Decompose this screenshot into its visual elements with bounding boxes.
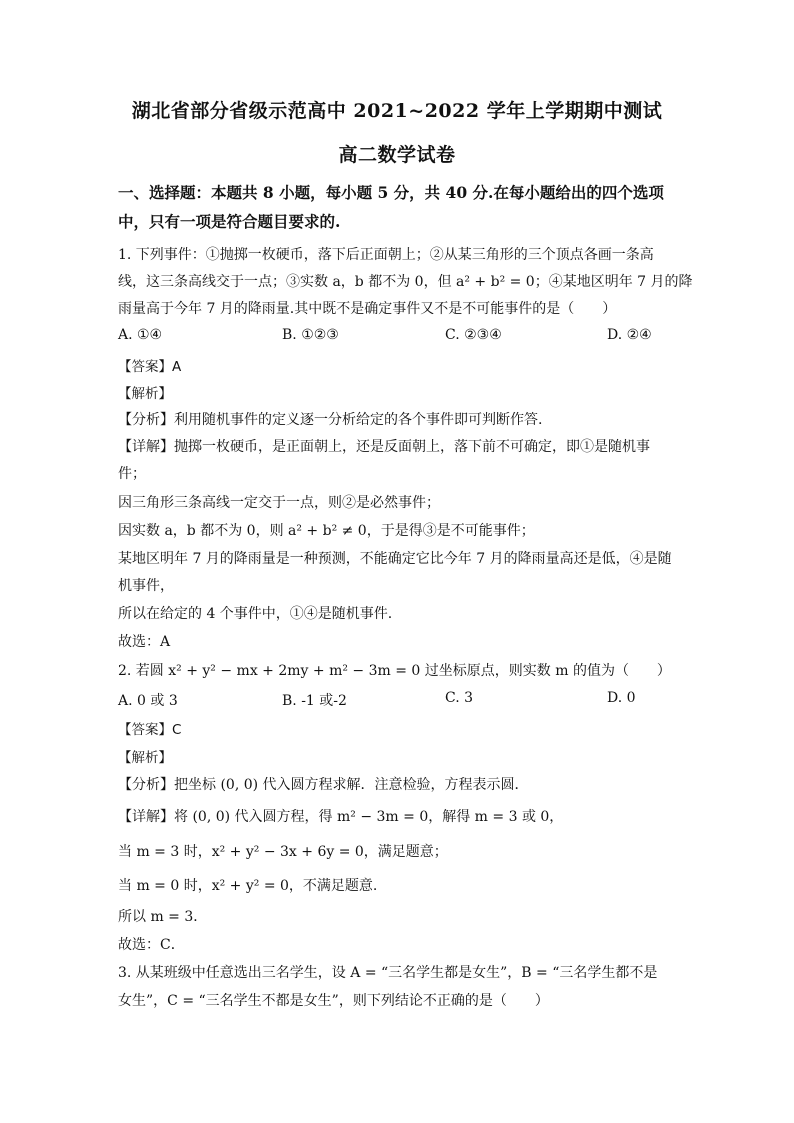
q1-stem-line1: 1. 下列事件：①抛掷一枚硬币，落下后正面朝上；②从某三角形的三个顶点各画一条高 — [118, 247, 654, 263]
q1-fenxi: 【分析】利用随机事件的定义逐一分析给定的各个事件即可判断作答. — [118, 412, 543, 428]
q1-analysis-label: 【解析】 — [118, 386, 172, 402]
exam-subtitle: 高二数学试卷 — [338, 144, 456, 166]
q1-detail-line6: 机事件， — [118, 578, 174, 594]
q2-choice: 故选：C． — [118, 937, 185, 953]
q1-detail-line4: 因实数 a，b 都不为 0，则 a² + b² ≠ 0，于是得③是不可能事件； — [118, 523, 535, 539]
q2-case-2: 当 m = 0 时，x² + y² = 0，不满足题意. — [118, 878, 378, 894]
section-heading-line2: 中，只有一项是符合题目要求的. — [118, 212, 341, 231]
q3-stem-line2: 女生”，C = “三名学生不都是女生”，则下列结论不正确的是（ ） — [118, 993, 549, 1009]
q1-xiangjie-line1: 【详解】抛掷一枚硬币，是正面朝上，还是反面朝上，落下前不可确定，即①是随机事 — [118, 439, 650, 455]
q1-detail-line3: 因三角形三条高线一定交于一点，则②是必然事件； — [118, 495, 440, 511]
q1-stem-line2: 线，这三条高线交于一点；③实数 a，b 都不为 0，但 a² + b² = 0；④某地区明年 7 月的降 — [118, 274, 693, 290]
q2-case-1: 当 m = 3 时，x² + y² − 3x + 6y = 0，满足题意； — [118, 844, 448, 860]
q2-option-c: C. 3 — [445, 690, 474, 706]
q2-result: 所以 m = 3． — [118, 909, 208, 925]
q2-analysis-label: 【解析】 — [118, 750, 172, 766]
q1-option-d: D. ②④ — [607, 327, 652, 343]
q1-detail-line5: 某地区明年 7 月的降雨量是一种预测，不能确定它比今年 7 月的降雨量高还是低，④是随 — [118, 551, 672, 567]
q2-answer: 【答案】C — [118, 722, 182, 738]
q1-option-b: B. ①②③ — [282, 327, 339, 343]
q2-xiangjie: 【详解】将 (0, 0) 代入圆方程，得 m² − 3m = 0，解得 m = 3 或 0， — [118, 809, 564, 825]
q3-stem-line1: 3. 从某班级中任意选出三名学生，设 A = “三名学生都是女生”，B = “三名学生都不是 — [118, 965, 658, 981]
q2-option-d: D. 0 — [607, 690, 636, 706]
q2-option-a: A. 0 或 3 — [118, 693, 178, 709]
q1-answer: 【答案】A — [118, 359, 182, 375]
exam-title: 湖北省部分省级示范高中 2021~2022 学年上学期期中测试 — [131, 100, 663, 122]
q1-option-a: A. ①④ — [118, 327, 163, 343]
q1-detail-line7: 所以在给定的 4 个事件中，①④是随机事件. — [118, 606, 393, 622]
q1-stem-line3: 雨量高于今年 7 月的降雨量.其中既不是确定事件又不是不可能事件的是（ ） — [118, 301, 617, 317]
q2-option-b: B. -1 或-2 — [282, 693, 347, 709]
q1-option-c: C. ②③④ — [445, 327, 502, 343]
section-heading-line1: 一、选择题：本题共 8 小题，每小题 5 分，共 40 分.在每小题给出的四个选项 — [118, 183, 664, 202]
q1-choice: 故选：A — [118, 634, 171, 650]
q2-stem: 2. 若圆 x² + y² − mx + 2my + m² − 3m = 0 过坐标原点，则实数 m 的值为（ ） — [118, 663, 671, 679]
q1-xiangjie-line2: 件； — [118, 466, 146, 482]
q2-fenxi: 【分析】把坐标 (0, 0) 代入圆方程求解．注意检验，方程表示圆． — [118, 777, 529, 793]
